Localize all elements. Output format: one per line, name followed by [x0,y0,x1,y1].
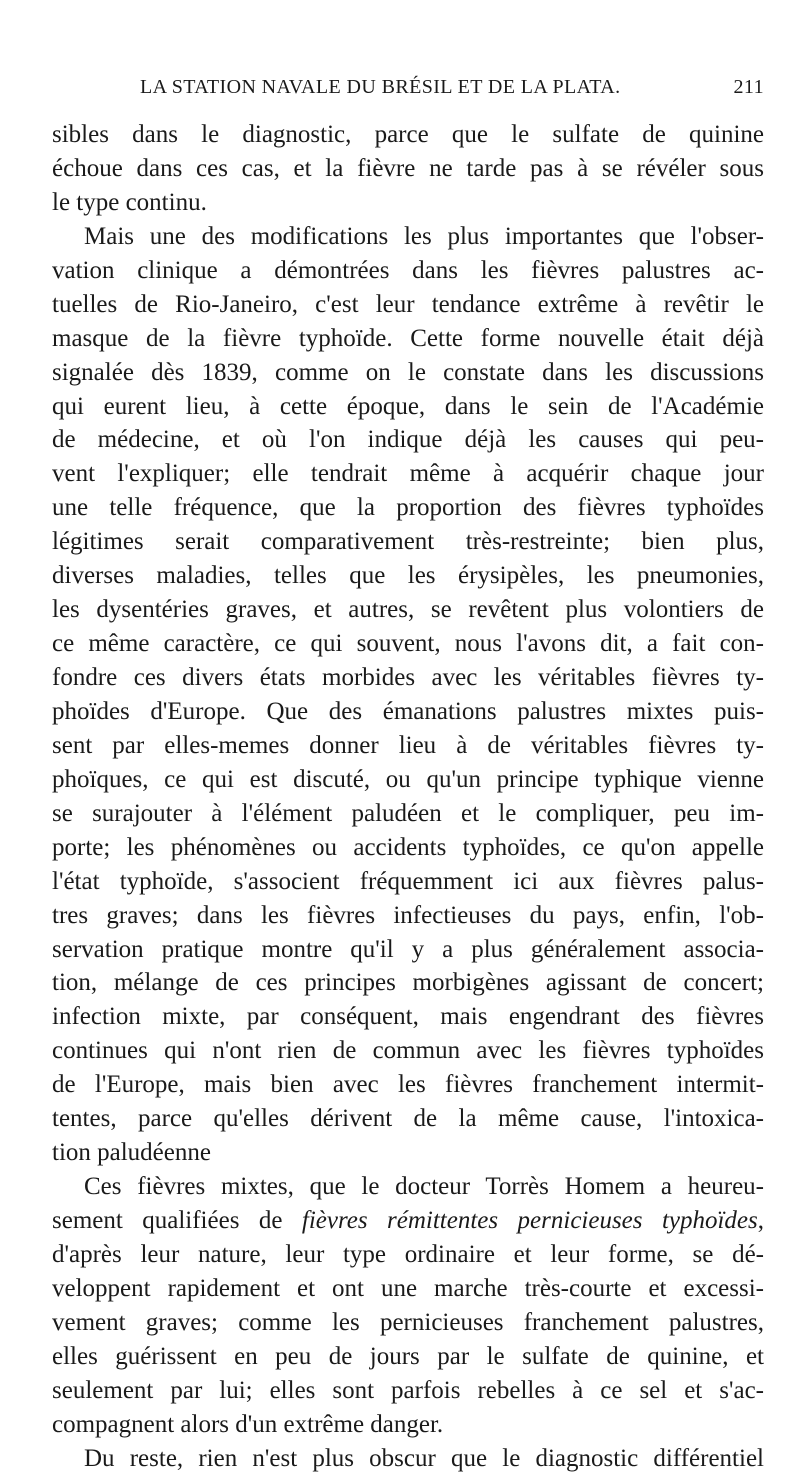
text-line: diverses maladies, telles que les érysipèles, les pneumonies, [52,562,764,590]
text-line: sent par elles-memes donner lieu à de véritables fièvres ty- [52,731,764,759]
text-line: de médecine, et où l'on indique déjà les causes qui peu- [52,426,764,454]
text-line: une telle fréquence, que la proportion des fièvres typhoïdes [52,494,764,522]
text-line: qui eurent lieu, à cette époque, dans le sein de l'Académie [52,392,764,420]
text-line: phoïques, ce qui est discuté, ou qu'un principe typhique vienne [52,765,764,793]
text-line: infection mixte, par conséquent, mais engendrant des fièvres [52,1003,764,1031]
text-line: légitimes serait comparativement très-restreinte; bien plus, [52,528,764,556]
text-line: elles guérissent en peu de jours par le sulfate de quinine, et [52,1342,764,1370]
text-line: tion paludéenne [52,1139,211,1167]
paragraph-start-line: Du reste, rien n'est plus obscur que le diagnostic différentiel [84,1444,764,1472]
text-line: vement graves; comme les pernicieuses franchement palustres, [52,1308,764,1336]
paragraph-start-line: Ces fièvres mixtes, que le docteur Torrès Homem a heureu- [84,1173,764,1201]
paragraph-start-line: Mais une des modifications les plus importantes que l'obser- [84,222,764,250]
text-line: seulement par lui; elles sont parfois rebelles à ce sel et s'ac- [52,1376,764,1404]
text-line: tres graves; dans les fièvres infectieuses du pays, enfin, l'ob- [52,901,764,929]
text-line: se surajouter à l'élément paludéen et le compliquer, peu im- [52,799,764,827]
text-line: veloppent rapidement et ont une marche très-courte et excessi- [52,1274,764,1302]
body-text [52,118,764,1476]
text-line-with-italic [52,1204,764,1238]
text-line: d'après leur nature, leur type ordinaire et leur forme, se dé- [52,1240,764,1268]
text-line: ce même caractère, ce qui souvent, nous l'avons dit, a fait con- [52,630,764,658]
text-line: l'état typhoïde, s'associent fréquemment ici aux fièvres palus- [52,867,764,895]
text-line: porte; les phénomènes ou accidents typhoïdes, ce qu'on appelle [52,833,764,861]
text-line: masque de la fièvre typhoïde. Cette forme nouvelle était déjà [52,324,764,352]
text-line: signalée dès 1839, comme on le constate dans les discussions [52,358,764,386]
text-line: fondre ces divers états morbides avec les véritables fièvres ty- [52,664,764,691]
text-fragment: , [757,1207,765,1234]
text-line: tion, mélange de ces principes morbigènes agissant de concert; [52,969,764,997]
text-line: le type continu. [52,188,207,216]
running-title: LA STATION NAVALE DU BRÉSIL ET DE LA PLATA. [140,76,621,98]
text-line: de l'Europe, mais bien avec les fièvres franchement intermit- [52,1071,764,1099]
text-line: compagnent alors d'un extrême danger. [52,1410,444,1438]
text-line: échoue dans ces cas, et la fièvre ne tarde pas à se révéler sous [52,154,764,182]
text-line: tentes, parce qu'elles dérivent de la même cause, l'intoxica- [52,1105,764,1133]
text-line: vent l'expliquer; elle tendrait même à acquérir chaque jour [52,460,764,488]
text-line: continues qui n'ont rien de commun avec les fièvres typhoïdes [52,1037,764,1065]
text-line: les dysentéries graves, et autres, se revêtent plus volontiers de [52,596,764,624]
page-number: 211 [733,76,764,98]
italic-term: fièvres rémittentes pernicieuses typhoïdes [301,1207,758,1234]
text-line: tuelles de Rio-Janeiro, c'est leur tendance extrême à revêtir le [52,290,764,318]
text-line: servation pratique montre qu'il y a plus généralement associa- [52,935,764,963]
text-line: sibles dans le diagnostic, parce que le sulfate de quinine [52,121,764,148]
text-line: vation clinique a démontrées dans les fièvres palustres ac- [52,256,764,284]
text-fragment: sement qualifiées de [52,1207,302,1234]
text-line: phoïdes d'Europe. Que des émanations palustres mixtes puis- [52,697,764,725]
